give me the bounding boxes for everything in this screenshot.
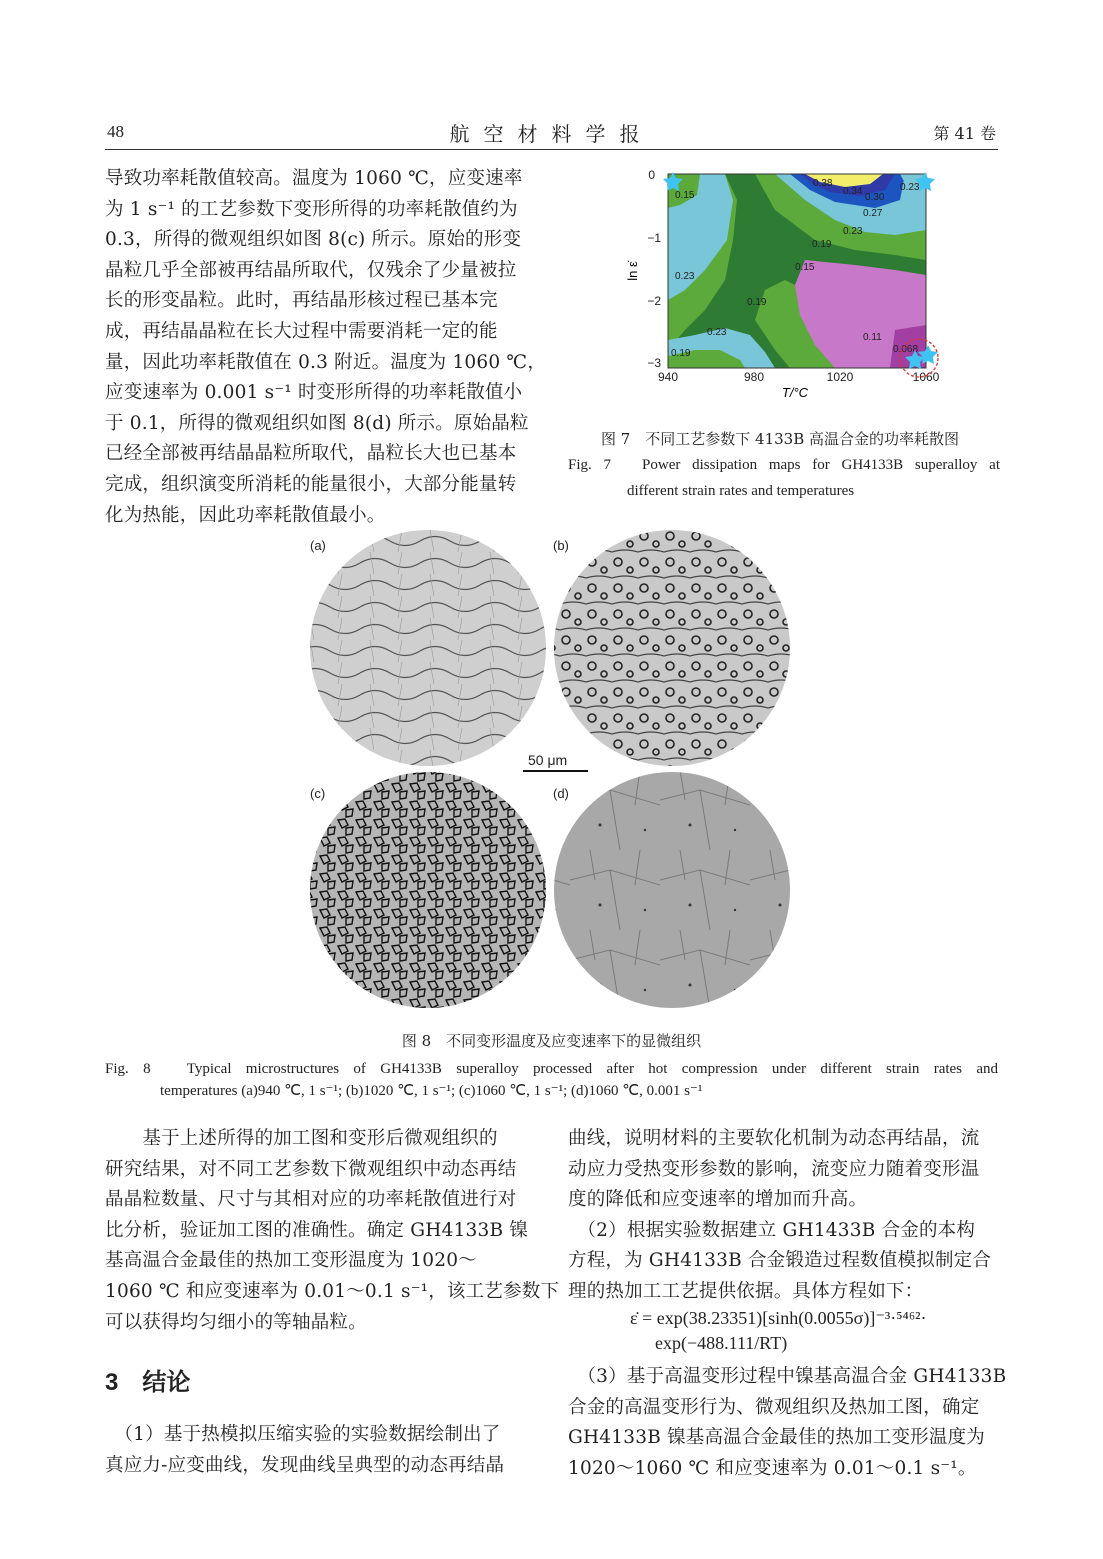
x-axis-label: T/°C bbox=[781, 385, 809, 400]
y-tick-label: −2 bbox=[647, 294, 661, 308]
fig7-caption-en-2: different strain rates and temperatures bbox=[627, 483, 855, 499]
text-line: GH4133B 镍基高温合金最佳的热加工变形温度为 bbox=[568, 1427, 985, 1449]
conclusion-paragraph-3 bbox=[568, 1362, 1007, 1484]
contour-label: 0.38 bbox=[813, 178, 833, 189]
panel-label-a: (a) bbox=[310, 538, 326, 553]
left-bottom-paragraph bbox=[105, 1124, 560, 1338]
y-tick-label: 0 bbox=[648, 168, 655, 182]
scale-bar bbox=[523, 770, 588, 772]
y-axis-label: ln ε̇ bbox=[625, 261, 640, 281]
x-tick-label: 1020 bbox=[826, 370, 854, 384]
right-bottom-paragraph bbox=[568, 1124, 1000, 1308]
contour-label: 0.23 bbox=[900, 182, 920, 193]
x-tick-label: 1060 bbox=[912, 370, 940, 384]
y-tick-label: −1 bbox=[647, 231, 661, 245]
fig7-caption-en-1: Fig. 7 Power dissipation maps for GH4133B superalloy at bbox=[568, 457, 1000, 473]
contour-label: 0.15 bbox=[795, 262, 815, 273]
fig7-power-dissipation-map bbox=[615, 160, 955, 400]
text-line: （1）基于热模拟压缩实验的实验数据绘制出了 bbox=[105, 1424, 501, 1445]
journal-title: 航空材料学报 bbox=[449, 122, 654, 146]
text-line: 0.3，所得的微观组织如图 8(c) 所示。原始的形变 bbox=[105, 229, 522, 251]
fig8-caption-cn: 图 8 不同变形温度及应变速率下的显微组织 bbox=[401, 1032, 702, 1050]
scale-bar-label: 50 μm bbox=[528, 752, 568, 768]
text-line: 应变速率为 0.001 s⁻¹ 时变形所得的功率耗散值小 bbox=[105, 382, 523, 404]
text-line: 为 1 s⁻¹ 的工艺参数下变形所得的功率耗散值约为 bbox=[105, 198, 518, 220]
micrograph-b bbox=[554, 530, 790, 766]
x-ticks bbox=[658, 370, 940, 384]
text-line: 真应力-应变曲线，发现曲线呈典型的动态再结晶 bbox=[105, 1454, 505, 1476]
contour-label: 0.23 bbox=[707, 327, 727, 338]
text-line: 曲线，说明材料的主要软化机制为动态再结晶，流 bbox=[568, 1128, 980, 1149]
text-line: 度的降低和应变速率的增加而升高。 bbox=[568, 1189, 868, 1211]
contour-label: 0.30 bbox=[865, 192, 885, 203]
text-line: 基于上述所得的加工图和变形后微观组织的 bbox=[105, 1128, 498, 1149]
contour-label: 0.11 bbox=[863, 332, 882, 343]
fig8-caption-en-2: temperatures (a)940 ℃, 1 s⁻¹; (b)1020 ℃, 1 s⁻¹; (c)1060 ℃, 1 s⁻¹; (d)1060 ℃, 0.001 s⁻¹ bbox=[160, 1083, 703, 1099]
text-line: 化为热能，因此功率耗散值最小。 bbox=[105, 504, 386, 526]
micrograph-d bbox=[554, 772, 790, 1008]
text-line: 导致功率耗散值较高。温度为 1060 ℃，应变速率 bbox=[105, 168, 523, 189]
equation-line-2: exp(−488.111/RT) bbox=[655, 1333, 788, 1353]
x-tick-label: 980 bbox=[743, 370, 765, 384]
text-line: 量，因此功率耗散值在 0.3 附近。温度为 1060 ℃， bbox=[105, 351, 547, 373]
text-line: 晶粒几乎全部被再结晶所取代，仅残余了少量被拉 bbox=[105, 259, 517, 281]
contour-label: 0.23 bbox=[843, 226, 863, 237]
text-line: 于 0.1，所得的微观组织如图 8(d) 所示。原始晶粒 bbox=[105, 412, 529, 434]
text-line: 方程，为 GH4133B 合金锻造过程数值模拟制定合 bbox=[568, 1250, 992, 1272]
y-ticks bbox=[647, 168, 661, 370]
panel-label-d: (d) bbox=[553, 786, 569, 801]
text-line: 研究结果，对不同工艺参数下微观组织中动态再结 bbox=[105, 1158, 517, 1180]
text-line: 已经全部被再结晶晶粒所取代，晶粒长大也已基本 bbox=[105, 443, 517, 465]
conclusion-paragraph-1 bbox=[105, 1420, 535, 1481]
text-line: 1060 ℃ 和应变速率为 0.01～0.1 s⁻¹，该工艺参数下 bbox=[105, 1280, 560, 1302]
contour-label: 0.34 bbox=[843, 186, 863, 197]
text-line: 长的形变晶粒。此时，再结晶形核过程已基本完 bbox=[105, 290, 498, 312]
micrograph-a bbox=[310, 530, 546, 766]
contour-label: 0.27 bbox=[863, 208, 883, 219]
fig8-micrographs bbox=[300, 530, 800, 1015]
volume-label: 第 41 卷 bbox=[933, 124, 996, 143]
text-line: 成，再结晶晶粒在长大过程中需要消耗一定的能 bbox=[105, 320, 498, 342]
text-line: （3）基于高温变形过程中镍基高温合金 GH4133B bbox=[568, 1366, 1007, 1387]
header-rule bbox=[105, 149, 998, 150]
text-line: 晶晶粒数量、尺寸与其相对应的功率耗散值进行对 bbox=[105, 1189, 517, 1211]
text-line: 1020～1060 ℃ 和应变速率为 0.01～0.1 s⁻¹。 bbox=[568, 1457, 977, 1479]
x-tick-label: 940 bbox=[657, 370, 679, 384]
contour-label: 0.19 bbox=[671, 348, 691, 359]
section-heading: 3 结论 bbox=[105, 1369, 191, 1396]
text-line: 比分析，验证加工图的准确性。确定 GH4133B 镍 bbox=[105, 1219, 529, 1241]
panel-label-b: (b) bbox=[553, 538, 569, 553]
fig8-caption-en-1: Fig. 8 Typical microstructures of GH4133B superalloy processed after hot compression under different strain rates and bbox=[105, 1061, 998, 1077]
contour-label: 0.19 bbox=[812, 239, 832, 250]
y-tick-label: −3 bbox=[647, 356, 661, 370]
contour-label: 0.23 bbox=[675, 271, 695, 282]
text-line: 完成，组织演变所消耗的能量很小，大部分能量转 bbox=[105, 473, 517, 495]
text-line: （2）根据实验数据建立 GH1433B 合金的本构 bbox=[568, 1219, 976, 1241]
micrograph-panels bbox=[300, 530, 800, 1015]
text-line: 动应力受热变形参数的影响，流变应力随着变形温 bbox=[568, 1158, 980, 1180]
text-line: 理的热加工工艺提供依据。具体方程如下： bbox=[568, 1280, 924, 1302]
micrograph-c bbox=[310, 772, 546, 1008]
equation-line-1: ε̇ = exp(38.23351)[sinh(0.0055σ)]⁻³·⁵⁴⁶²· bbox=[630, 1308, 927, 1328]
panel-label-c: (c) bbox=[310, 786, 326, 801]
page-number: 48 bbox=[107, 122, 124, 141]
text-line: 合金的高温变形行为、微观组织及热加工图，确定 bbox=[568, 1396, 980, 1418]
fig7-caption-cn: 图 7 不同工艺参数下 4133B 高温合金的功率耗散图 bbox=[600, 430, 960, 448]
text-line: 可以获得均匀细小的等轴晶粒。 bbox=[105, 1311, 367, 1333]
contour-label: 0.068 bbox=[893, 344, 919, 355]
contour-label: 0.15 bbox=[675, 190, 695, 201]
left-top-paragraph bbox=[105, 164, 547, 531]
contour-label: 0.19 bbox=[747, 297, 767, 308]
text-line: 基高温合金最佳的热加工变形温度为 1020～ bbox=[105, 1250, 477, 1272]
